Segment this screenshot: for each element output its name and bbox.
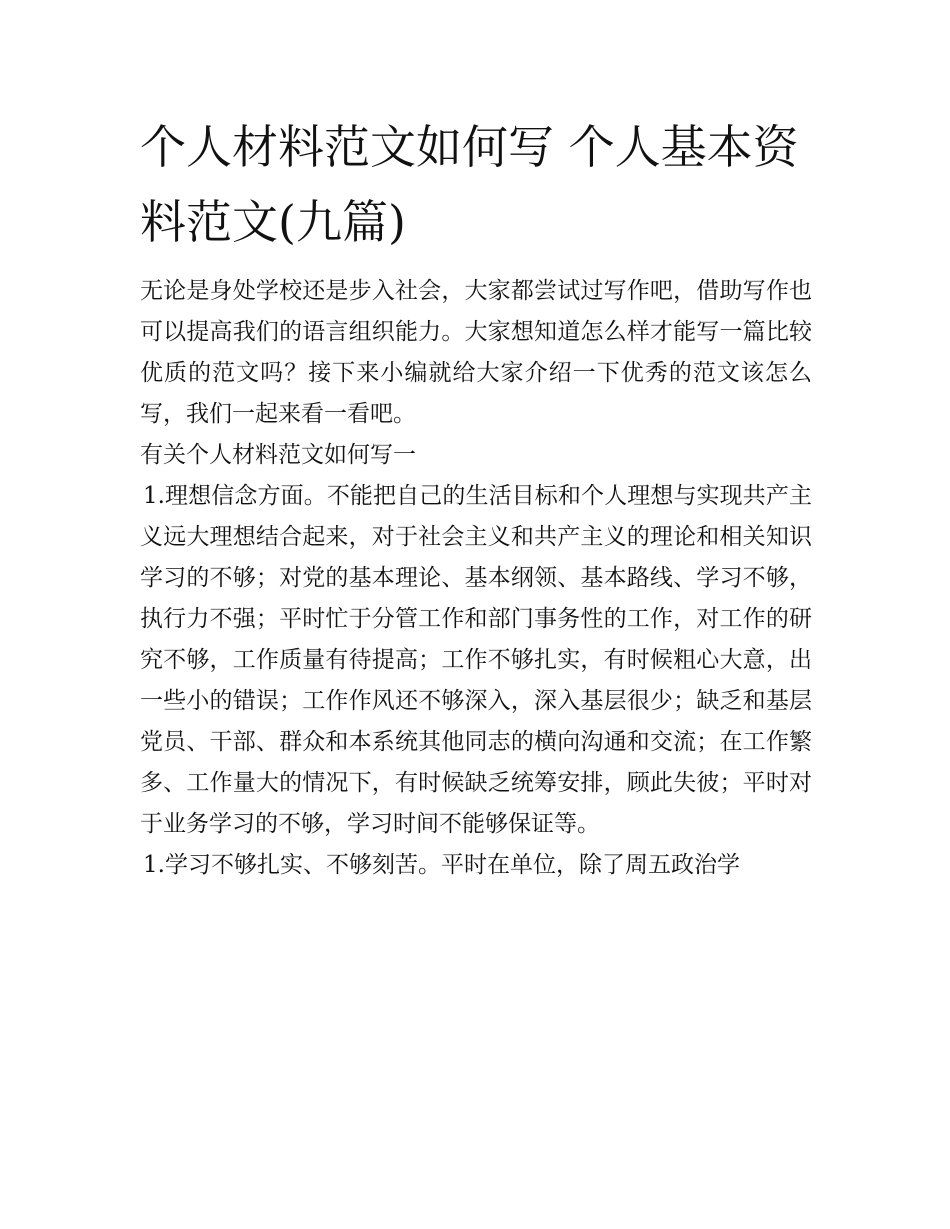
list-item-1: 1.理想信念方面。不能把自己的生活目标和个人理想与实现共产主义远大理想结合起来，对于社会主义和共产主义的理论和相关知识学习的不够；对党的基本理论、基本纲领、基本路线、学习不够，执行力不强；平时忙于分管工作和部门事务性的工作，对工作的研究不够，工作质量有待提高；工作不够扎实，有时候粗心大意，出一些小的错误；工作作风还不够深入，深入基层很少；缺乏和基层党员、干部、群众和本系统其他同志的横向沟通和交流；在工作繁多、工作量大的情况下，有时候缺乏统筹安排，顾此失彼；平时对于业务学习的不够，学习时间不能够保证等。 bbox=[140, 483, 812, 837]
document-title: 个人材料范文如何写 个人基本资料范文(九篇) bbox=[140, 120, 799, 249]
list-item-2: 1.学习不够扎实、不够刻苦。平时在单位，除了周五政治学 bbox=[143, 852, 740, 878]
section-heading: 有关个人材料范文如何写一 bbox=[140, 442, 416, 468]
intro-paragraph: 无论是身处学校还是步入社会，大家都尝试过写作吧，借助写作也可以提高我们的语言组织能力。大家想知道怎么样才能写一篇比较优质的范文吗？接下来小编就给大家介绍一下优秀的范文该怎么写，我们一起来看一看吧。 bbox=[140, 278, 812, 427]
document-body bbox=[140, 110, 812, 886]
